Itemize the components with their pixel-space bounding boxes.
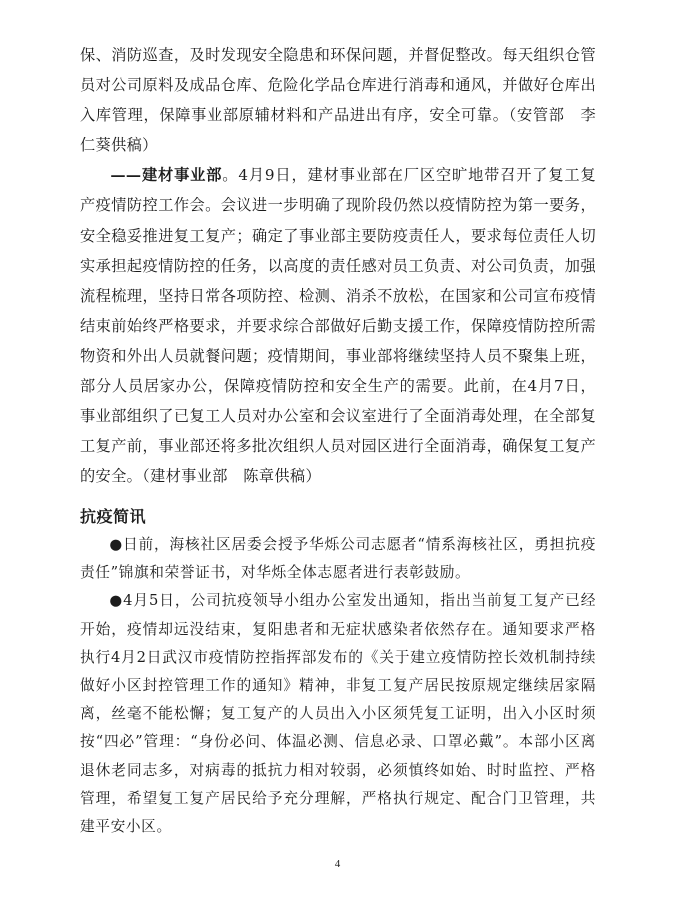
section-heading-epidemic-news: 抗疫简讯 [80,507,147,526]
section-company-news [80,40,596,491]
news-item-notice: ●4月5日，公司抗疫领导小组办公室发出通知，指出当前复工复产已经开始，疫情却远没结束，复阳患者和无症状感染者依然存在。通知要求严格执行4月2日武汉市疫情防控指挥部发布的《关于建立疫情防控长效机制持续做好小区封控管理工作的通知》精神，非复工复产居民按原规定继续居家隔离，丝毫不能松懈；复工复产的人员出入小区须凭复工证明，出入小区时须按“四必”管理：“身份必问、体温必测、信息必录、口罩必戴”。本部小区离退休老同志多，对病毒的抵抗力相对较弱，必须慎终如始、时时监控、严格管理，希望复工复产居民给予充分理解，严格执行规定、配合门卫管理，共建平安小区。 [80,592,596,836]
section-epidemic-news [80,531,596,841]
department-lead: ——建材事业部 [110,166,223,185]
news-item-community-banner: ●日前，海核社区居委会授予华烁公司志愿者“情系海核社区，勇担抗疫责任”锦旗和荣誉证书，对华烁全体志愿者进行表彰鼓励。 [80,536,596,582]
paragraph-building-materials [80,160,596,491]
paragraph-safety-dept: 保、消防巡查，及时发现安全隐患和环保问题，并督促整改。每天组织仓管员对公司原料及成品仓库、危险化学品仓库进行消毒和通风，并做好仓库出入库管理，保障事业部原辅材料和产品进出有序，安全可靠。（安管部 李仁葵供稿） [80,46,596,155]
paragraph-building-materials-body: 。4月9日，建材事业部在厂区空旷地带召开了复工复产疫情防控工作会。会议进一步明确了现阶段仍然以疫情防控为第一要务，安全稳妥推进复工复产；确定了事业部主要防疫责任人，要求每位责任人切实承担起疫情防控的任务，以高度的责任感对员工负责、对公司负责，加强流程梳理，坚持日常各项防控、检测、消杀不放松，在国家和公司宣布疫情结束前始终严格要求，并要求综合部做好后勤支援工作，保障疫情防控所需物资和外出人员就餐问题；疫情期间，事业部将继续坚持人员不聚集上班，部分人员居家办公，保障疫情防控和安全生产的需要。此前，在4月7日，事业部组织了已复工人员对办公室和会议室进行了全面消毒处理，在全部复工复产前，事业部还将多批次组织人员对园区进行全面消毒，确保复工复产的安全。（建材事业部 陈章供稿） [80,166,597,486]
page-number: 4 [334,858,341,870]
